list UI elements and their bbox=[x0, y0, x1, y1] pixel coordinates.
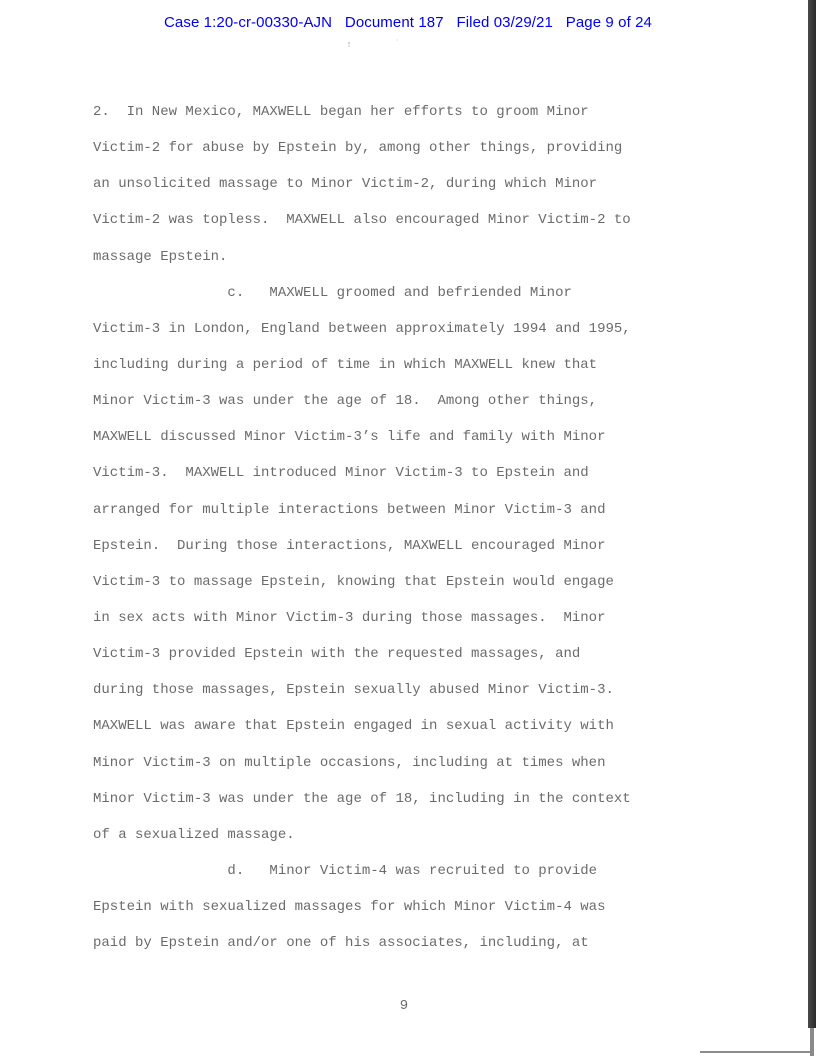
body-line: Minor Victim-3 was under the age of 18, including in the context bbox=[93, 790, 631, 807]
body-line: in sex acts with Minor Victim-3 during those massages. Minor bbox=[93, 609, 606, 626]
body-line: during those massages, Epstein sexually abused Minor Victim-3. bbox=[93, 682, 614, 699]
body-line: 2. In New Mexico, MAXWELL began her efforts to groom Minor bbox=[93, 104, 589, 120]
body-line: Victim-2 for abuse by Epstein by, among other things, providing bbox=[93, 140, 623, 157]
body-line: Victim-3 in London, England between approximately 1994 and 1995, bbox=[93, 320, 631, 337]
body-line: MAXWELL was aware that Epstein engaged in sexual activity with bbox=[93, 718, 614, 735]
body-line: of a sexualized massage. bbox=[93, 826, 295, 843]
body-line: Victim-2 was topless. MAXWELL also encouraged Minor Victim-2 to bbox=[93, 212, 631, 229]
body-line: Victim-3. MAXWELL introduced Minor Victim-3 to Epstein and bbox=[93, 465, 589, 482]
paragraph-c-start: c. MAXWELL groomed and befriended Minor bbox=[93, 284, 572, 301]
body-line: including during a period of time in which MAXWELL knew that bbox=[93, 356, 598, 373]
body-line: Minor Victim-3 was under the age of 18. Among other things, bbox=[93, 393, 598, 410]
body-line: Victim-3 to massage Epstein, knowing that Epstein would engage bbox=[93, 573, 614, 590]
body-line: an unsolicited massage to Minor Victim-2, during which Minor bbox=[93, 176, 598, 193]
paragraph-d-start: d. Minor Victim-4 was recruited to provide bbox=[93, 862, 598, 879]
body-text bbox=[93, 94, 733, 961]
body-line: MAXWELL discussed Minor Victim-3’s life and family with Minor bbox=[93, 429, 606, 446]
body-line: Victim-3 provided Epstein with the requested massages, and bbox=[93, 646, 581, 663]
scan-edge-right-bottom bbox=[810, 1028, 814, 1056]
body-line: arranged for multiple interactions between Minor Victim-3 and bbox=[93, 501, 606, 518]
body-line: Minor Victim-3 on multiple occasions, including at times when bbox=[93, 754, 606, 771]
body-line: massage Epstein. bbox=[93, 248, 228, 265]
scan-edge-right bbox=[808, 0, 816, 1028]
body-line: Epstein with sexualized massages for which Minor Victim-4 was bbox=[93, 899, 606, 916]
body-line: paid by Epstein and/or one of his associates, including, at bbox=[93, 935, 589, 952]
scan-specks bbox=[345, 38, 405, 48]
scan-edge-bottom bbox=[700, 1051, 810, 1053]
page-number: 9 bbox=[399, 998, 409, 1014]
body-line: Epstein. During those interactions, MAXWELL encouraged Minor bbox=[93, 537, 606, 554]
case-header: Case 1:20-cr-00330-AJN Document 187 Filed 03/29/21 Page 9 of 24 bbox=[163, 14, 652, 31]
